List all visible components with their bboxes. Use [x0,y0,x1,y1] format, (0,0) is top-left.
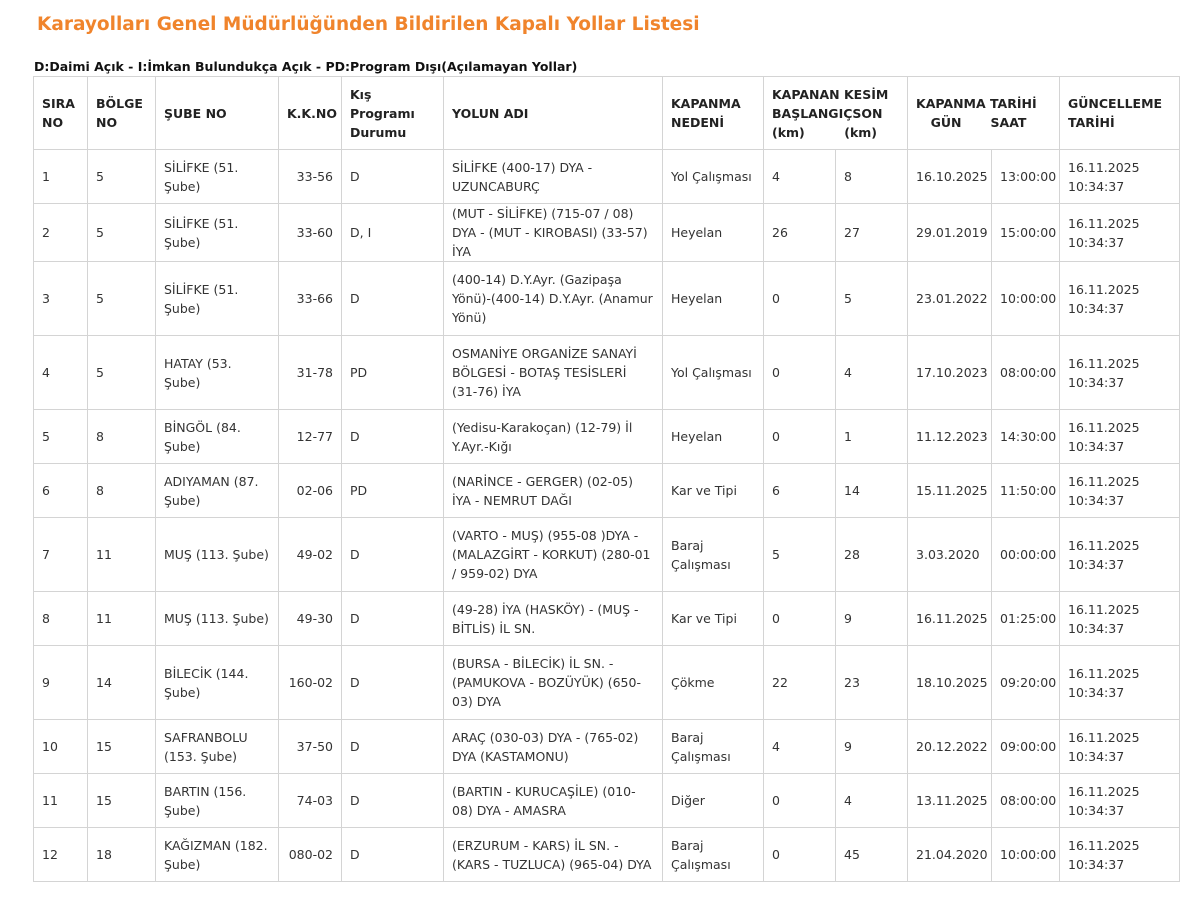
cell-kesim-son: 4 [836,336,908,410]
cell-bolge: 5 [88,262,156,336]
cell-sube: SİLİFKE (51. Şube) [156,204,279,262]
table-row [34,592,1180,646]
cell-kapanma-gun: 18.10.2025 [908,646,992,720]
cell-kis-programi: PD [342,336,444,410]
cell-kapanma-saat: 08:00:00 [992,336,1060,410]
cell-guncelleme: 16.11.2025 10:34:37 [1060,828,1180,882]
cell-kapanma-nedeni: Kar ve Tipi [663,464,764,518]
cell-guncelleme: 16.11.2025 10:34:37 [1060,774,1180,828]
table-row [34,464,1180,518]
cell-kapanma-saat: 09:00:00 [992,720,1060,774]
cell-sira: 2 [34,204,88,262]
table-row [34,774,1180,828]
cell-kis-programi: D [342,828,444,882]
cell-sira: 9 [34,646,88,720]
closed-roads-table [33,76,1180,882]
cell-kesim-baslangic: 0 [764,336,836,410]
header-kis-programi: Kış Programı Durumu [342,77,444,150]
cell-kapanma-saat: 10:00:00 [992,828,1060,882]
cell-kapanma-gun: 17.10.2023 [908,336,992,410]
cell-bolge: 5 [88,204,156,262]
cell-yol-adi: (Yedisu-Karakoçan) (12-79) İl Y.Ayr.-Kığı [444,410,663,464]
table-row [34,828,1180,882]
cell-kesim-baslangic: 22 [764,646,836,720]
cell-yol-adi: (400-14) D.Y.Ayr. (Gazipaşa Yönü)-(400-14) D.Y.Ayr. (Anamur Yönü) [444,262,663,336]
cell-sira: 7 [34,518,88,592]
cell-kesim-son: 23 [836,646,908,720]
cell-sira: 1 [34,150,88,204]
cell-kapanma-saat: 00:00:00 [992,518,1060,592]
cell-guncelleme: 16.11.2025 10:34:37 [1060,204,1180,262]
cell-bolge: 14 [88,646,156,720]
cell-kesim-baslangic: 0 [764,828,836,882]
cell-yol-adi: SİLİFKE (400-17) DYA - UZUNCABURÇ [444,150,663,204]
cell-kesim-son: 27 [836,204,908,262]
cell-yol-adi: (NARİNCE - GERGER) (02-05) İYA - NEMRUT DAĞI [444,464,663,518]
cell-kesim-son: 28 [836,518,908,592]
cell-sira: 12 [34,828,88,882]
table-row [34,720,1180,774]
cell-guncelleme: 16.11.2025 10:34:37 [1060,150,1180,204]
cell-kis-programi: PD [342,464,444,518]
cell-bolge: 11 [88,518,156,592]
cell-guncelleme: 16.11.2025 10:34:37 [1060,720,1180,774]
cell-kapanma-gun: 23.01.2022 [908,262,992,336]
header-kapanan-kesim: KAPANAN KESİM BAŞLANGIÇ SON (km) (km) [764,77,908,150]
cell-kesim-baslangic: 0 [764,262,836,336]
cell-sube: BİNGÖL (84. Şube) [156,410,279,464]
header-guncelleme-tarihi: GÜNCELLEME TARİHİ [1060,77,1180,150]
cell-kapanma-nedeni: Heyelan [663,204,764,262]
cell-sube: HATAY (53. Şube) [156,336,279,410]
header-yol-adi: YOLUN ADI [444,77,663,150]
cell-kapanma-gun: 29.01.2019 [908,204,992,262]
cell-kapanma-saat: 11:50:00 [992,464,1060,518]
cell-yol-adi: (VARTO - MUŞ) (955-08 )DYA - (MALAZGİRT - KORKUT) (280-01 / 959-02) DYA [444,518,663,592]
header-kapanma-nedeni: KAPANMA NEDENİ [663,77,764,150]
cell-kkno: 12-77 [279,410,342,464]
cell-sube: KAĞIZMAN (182. Şube) [156,828,279,882]
cell-kapanma-saat: 13:00:00 [992,150,1060,204]
cell-kapanma-saat: 14:30:00 [992,410,1060,464]
cell-sube: BARTIN (156. Şube) [156,774,279,828]
cell-yol-adi: (BARTIN - KURUCAŞİLE) (010-08) DYA - AMASRA [444,774,663,828]
table-row [34,262,1180,336]
cell-kkno: 49-30 [279,592,342,646]
cell-kesim-baslangic: 4 [764,150,836,204]
cell-yol-adi: (ERZURUM - KARS) İL SN. - (KARS - TUZLUCA) (965-04) DYA [444,828,663,882]
cell-sube: MUŞ (113. Şube) [156,592,279,646]
cell-kkno: 33-56 [279,150,342,204]
cell-sira: 6 [34,464,88,518]
cell-bolge: 5 [88,150,156,204]
cell-kapanma-saat: 08:00:00 [992,774,1060,828]
cell-kapanma-gun: 20.12.2022 [908,720,992,774]
cell-kesim-son: 4 [836,774,908,828]
cell-yol-adi: (BURSA - BİLECİK) İL SN. - (PAMUKOVA - BOZÜYÜK) (650-03) DYA [444,646,663,720]
cell-kapanma-nedeni: Çökme [663,646,764,720]
cell-kis-programi: D [342,150,444,204]
table-row [34,518,1180,592]
cell-sube: ADIYAMAN (87. Şube) [156,464,279,518]
cell-kapanma-nedeni: Yol Çalışması [663,336,764,410]
cell-kapanma-saat: 15:00:00 [992,204,1060,262]
cell-kkno: 33-66 [279,262,342,336]
cell-bolge: 8 [88,410,156,464]
cell-sira: 5 [34,410,88,464]
cell-kapanma-gun: 13.11.2025 [908,774,992,828]
cell-kapanma-nedeni: Heyelan [663,410,764,464]
cell-sube: SİLİFKE (51. Şube) [156,150,279,204]
cell-guncelleme: 16.11.2025 10:34:37 [1060,410,1180,464]
cell-kkno: 33-60 [279,204,342,262]
cell-kapanma-gun: 16.10.2025 [908,150,992,204]
cell-kis-programi: D [342,646,444,720]
cell-guncelleme: 16.11.2025 10:34:37 [1060,592,1180,646]
cell-kapanma-nedeni: Heyelan [663,262,764,336]
cell-kapanma-saat: 09:20:00 [992,646,1060,720]
cell-bolge: 11 [88,592,156,646]
cell-kapanma-gun: 11.12.2023 [908,410,992,464]
header-sira: SIRA NO [34,77,88,150]
cell-kesim-baslangic: 6 [764,464,836,518]
cell-yol-adi: (49-28) İYA (HASKÖY) - (MUŞ - BİTLİS) İL SN. [444,592,663,646]
cell-yol-adi: OSMANİYE ORGANİZE SANAYİ BÖLGESİ - BOTAŞ TESİSLERİ (31-76) İYA [444,336,663,410]
cell-sube: BİLECİK (144. Şube) [156,646,279,720]
cell-sira: 8 [34,592,88,646]
cell-kapanma-gun: 21.04.2020 [908,828,992,882]
cell-kapanma-nedeni: Kar ve Tipi [663,592,764,646]
table-row [34,646,1180,720]
cell-kkno: 080-02 [279,828,342,882]
header-kapanma-tarihi: KAPANMA TARİHİ GÜN SAAT [908,77,1060,150]
cell-sira: 4 [34,336,88,410]
cell-kis-programi: D [342,518,444,592]
cell-guncelleme: 16.11.2025 10:34:37 [1060,518,1180,592]
cell-kapanma-saat: 01:25:00 [992,592,1060,646]
cell-kesim-baslangic: 0 [764,774,836,828]
cell-kis-programi: D [342,592,444,646]
cell-sira: 11 [34,774,88,828]
cell-kesim-son: 45 [836,828,908,882]
cell-sube: SİLİFKE (51. Şube) [156,262,279,336]
cell-sube: MUŞ (113. Şube) [156,518,279,592]
cell-bolge: 8 [88,464,156,518]
cell-kesim-baslangic: 26 [764,204,836,262]
cell-kis-programi: D [342,774,444,828]
cell-yol-adi: ARAÇ (030-03) DYA - (765-02) DYA (KASTAMONU) [444,720,663,774]
cell-kapanma-gun: 3.03.2020 [908,518,992,592]
cell-guncelleme: 16.11.2025 10:34:37 [1060,262,1180,336]
cell-kesim-baslangic: 4 [764,720,836,774]
cell-sira: 10 [34,720,88,774]
cell-kesim-son: 9 [836,592,908,646]
cell-bolge: 18 [88,828,156,882]
cell-sira: 3 [34,262,88,336]
cell-bolge: 15 [88,720,156,774]
cell-kesim-son: 14 [836,464,908,518]
cell-kapanma-nedeni: Baraj Çalışması [663,720,764,774]
cell-kkno: 37-50 [279,720,342,774]
cell-kesim-son: 8 [836,150,908,204]
cell-kapanma-saat: 10:00:00 [992,262,1060,336]
cell-kis-programi: D [342,720,444,774]
table-row [34,204,1180,262]
cell-kis-programi: D [342,410,444,464]
header-sube: ŞUBE NO [156,77,279,150]
cell-kapanma-nedeni: Baraj Çalışması [663,828,764,882]
cell-kesim-son: 5 [836,262,908,336]
cell-kapanma-gun: 15.11.2025 [908,464,992,518]
cell-bolge: 15 [88,774,156,828]
cell-kkno: 160-02 [279,646,342,720]
cell-kkno: 02-06 [279,464,342,518]
table-row [34,336,1180,410]
cell-kesim-baslangic: 0 [764,592,836,646]
cell-kesim-son: 1 [836,410,908,464]
cell-kapanma-nedeni: Yol Çalışması [663,150,764,204]
cell-sube: SAFRANBOLU (153. Şube) [156,720,279,774]
cell-kesim-son: 9 [836,720,908,774]
cell-kkno: 49-02 [279,518,342,592]
cell-kapanma-nedeni: Diğer [663,774,764,828]
cell-yol-adi: (MUT - SİLİFKE) (715-07 / 08) DYA - (MUT - KIROBASI) (33-57) İYA [444,204,663,262]
cell-kapanma-gun: 16.11.2025 [908,592,992,646]
cell-kis-programi: D, I [342,204,444,262]
page-title: Karayolları Genel Müdürlüğünden Bildirilen Kapalı Yollar Listesi [37,14,700,35]
header-bolge: BÖLGE NO [88,77,156,150]
table-header-row [34,77,1180,150]
cell-kapanma-nedeni: Baraj Çalışması [663,518,764,592]
cell-kesim-baslangic: 0 [764,410,836,464]
table-row [34,410,1180,464]
table-row [34,150,1180,204]
cell-guncelleme: 16.11.2025 10:34:37 [1060,336,1180,410]
cell-guncelleme: 16.11.2025 10:34:37 [1060,464,1180,518]
cell-kkno: 74-03 [279,774,342,828]
cell-bolge: 5 [88,336,156,410]
cell-guncelleme: 16.11.2025 10:34:37 [1060,646,1180,720]
header-kkno: K.K.NO [279,77,342,150]
cell-kkno: 31-78 [279,336,342,410]
cell-kis-programi: D [342,262,444,336]
legend-text: D:Daimi Açık - I:İmkan Bulundukça Açık - PD:Program Dışı(Açılamayan Yollar) [34,59,578,74]
cell-kesim-baslangic: 5 [764,518,836,592]
